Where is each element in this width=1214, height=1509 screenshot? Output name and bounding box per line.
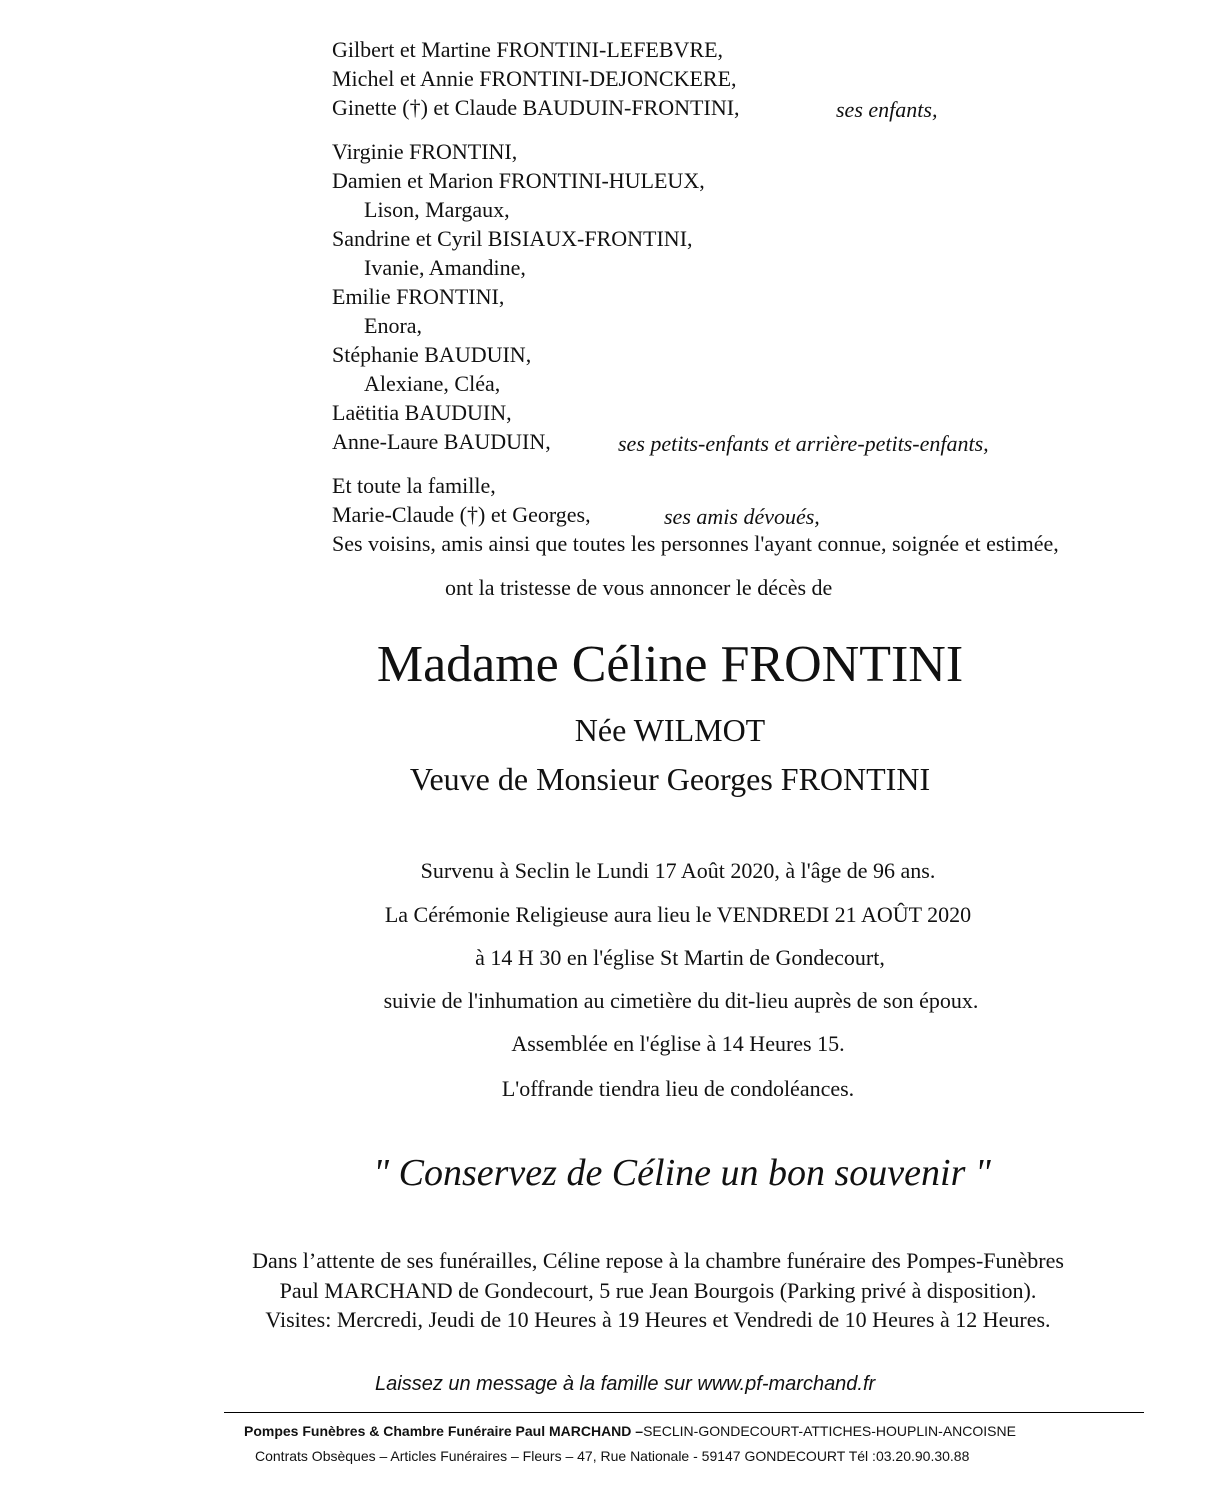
footer-company-name: Pompes Funèbres & Chambre Funéraire Paul MARCHAND – <box>244 1423 644 1439</box>
child-line: Michel et Annie FRONTINI-DEJONCKERE, <box>332 66 737 91</box>
detail-line: L'offrande tiendra lieu de condoléances. <box>501 1076 855 1101</box>
great-grandchild-line: Enora, <box>364 313 423 338</box>
great-grandchild-line: Alexiane, Cléa, <box>364 371 501 396</box>
grandchild-line: Stéphanie BAUDUIN, <box>332 342 532 367</box>
announcement-text: ont la tristesse de vous annoncer le décès de <box>445 575 833 600</box>
footer-company-line <box>244 1421 1016 1441</box>
widow-of: Veuve de Monsieur Georges FRONTINI <box>409 761 931 797</box>
grandchild-line: Virginie FRONTINI, <box>332 139 518 164</box>
grandchildren-role: ses petits-enfants et arrière-petits-enfants, <box>618 431 989 456</box>
grandchild-line: Sandrine et Cyril BISIAUX-FRONTINI, <box>332 226 693 251</box>
footer-divider <box>224 1412 1144 1413</box>
deceased-name: Madame Céline FRONTINI <box>376 636 964 693</box>
detail-line: La Cérémonie Religieuse aura lieu le VENDREDI 21 AOÛT 2020 <box>384 902 972 927</box>
grandchild-line: Laëtitia BAUDUIN, <box>332 400 512 425</box>
other-line: Ses voisins, amis ainsi que toutes les personnes l'ayant connue, soignée et estimée, <box>332 531 1059 556</box>
message-link[interactable]: Laissez un message à la famille sur www.pf-marchand.fr <box>375 1373 876 1395</box>
great-grandchild-line: Lison, Margaux, <box>364 197 510 222</box>
children-role: ses enfants, <box>836 97 938 122</box>
birth-name: Née WILMOT <box>574 712 766 748</box>
detail-line: à 14 H 30 en l'église St Martin de Gondecourt, <box>475 945 885 970</box>
grandchild-line: Emilie FRONTINI, <box>332 284 505 309</box>
other-line: Et toute la famille, <box>332 473 496 498</box>
footer-locations: SECLIN-GONDECOURT-ATTICHES-HOUPLIN-ANCOISNE <box>643 1423 1016 1439</box>
detail-line: Survenu à Seclin le Lundi 17 Août 2020, à l'âge de 96 ans. <box>420 858 936 883</box>
visitation-line: Paul MARCHAND de Gondecourt, 5 rue Jean Bourgois (Parking privé à disposition). <box>279 1278 1037 1303</box>
visitation-line: Dans l’attente de ses funérailles, Céline repose à la chambre funéraire des Pompes-Funèbres <box>252 1248 1064 1273</box>
footer-contact: Contrats Obsèques – Articles Funéraires – Fleurs – 47, Rue Nationale - 59147 GONDECOURT Tél :03.20.90.30.88 <box>255 1448 970 1464</box>
detail-line: Assemblée en l'église à 14 Heures 15. <box>511 1031 845 1056</box>
grandchild-line: Damien et Marion FRONTINI-HULEUX, <box>332 168 705 193</box>
memorial-quote: " Conservez de Céline un bon souvenir " <box>373 1152 991 1194</box>
friends-role: ses amis dévoués, <box>664 504 820 529</box>
child-line: Ginette (†) et Claude BAUDUIN-FRONTINI, <box>332 95 740 120</box>
other-line: Marie-Claude (†) et Georges, <box>332 502 591 527</box>
great-grandchild-line: Ivanie, Amandine, <box>364 255 526 280</box>
grandchild-line: Anne-Laure BAUDUIN, <box>332 429 551 454</box>
child-line: Gilbert et Martine FRONTINI-LEFEBVRE, <box>332 37 724 62</box>
detail-line: suivie de l'inhumation au cimetière du dit-lieu auprès de son époux. <box>383 988 979 1013</box>
visitation-line: Visites: Mercredi, Jeudi de 10 Heures à 19 Heures et Vendredi de 10 Heures à 12 Heures. <box>265 1307 1051 1332</box>
